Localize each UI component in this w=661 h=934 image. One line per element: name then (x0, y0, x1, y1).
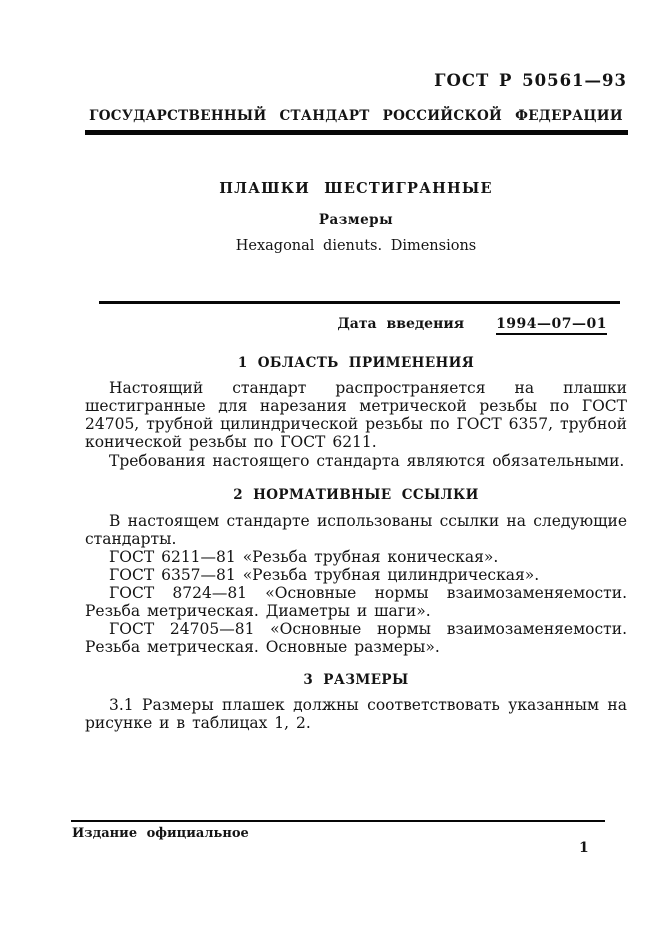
doc-code: ГОСТ Р 50561—93 (434, 71, 627, 90)
section-1-heading: 1 ОБЛАСТЬ ПРИМЕНЕНИЯ (237, 355, 475, 371)
doc-subtitle: Размеры (318, 212, 394, 228)
section-3-paragraph-1: 3.1 Размеры плашек должны соответствовать указанным на рисунке и в таблицах 1, 2. (85, 696, 627, 732)
doc-title-en: Hexagonal dienuts. Dimensions (235, 238, 477, 254)
page-number: 1 (579, 840, 589, 856)
date-rule (99, 301, 620, 304)
section-1-paragraph-2: Требования настоящего стандарта являются обязательными. (109, 452, 625, 470)
section-2-reference-4: ГОСТ 24705—81 «Основные нормы взаимозаменяемости. Резьба метрическая. Основные размеры». (85, 620, 627, 656)
footer-rule (71, 820, 605, 822)
doc-title: ПЛАШКИ ШЕСТИГРАННЫЕ (219, 180, 493, 197)
section-3-heading: 3 РАЗМЕРЫ (303, 672, 409, 688)
section-2-paragraph-1: В настоящем стандарте использованы ссылки на следующие стандарты. (85, 512, 627, 548)
section-2-reference-1: ГОСТ 6211—81 «Резьба трубная коническая». (109, 548, 499, 566)
edition-note: Издание официальное (72, 826, 249, 841)
section-1-paragraph-1: Настоящий стандарт распространяется на плашки шестигранные для нарезания метрической резьбы по ГОСТ 24705, трубной цилиндрической резьбы по ГОСТ 6357, трубной конической резьбы по ГОСТ 6211. (85, 379, 627, 451)
org-header: ГОСУДАРСТВЕННЫЙ СТАНДАРТ РОССИЙСКОЙ ФЕДЕРАЦИИ (89, 108, 623, 124)
section-2-heading: 2 НОРМАТИВНЫЕ ССЫЛКИ (233, 487, 479, 503)
effective-date-label: Дата введения (337, 316, 465, 332)
section-2-reference-2: ГОСТ 6357—81 «Резьба трубная цилиндрическая». (109, 566, 540, 584)
effective-date-line (337, 316, 607, 335)
effective-date-value: 1994—07—01 (496, 316, 607, 335)
header-rule (85, 130, 628, 135)
section-2-reference-3: ГОСТ 8724—81 «Основные нормы взаимозаменяемости. Резьба метрическая. Диаметры и шаги». (85, 584, 627, 620)
